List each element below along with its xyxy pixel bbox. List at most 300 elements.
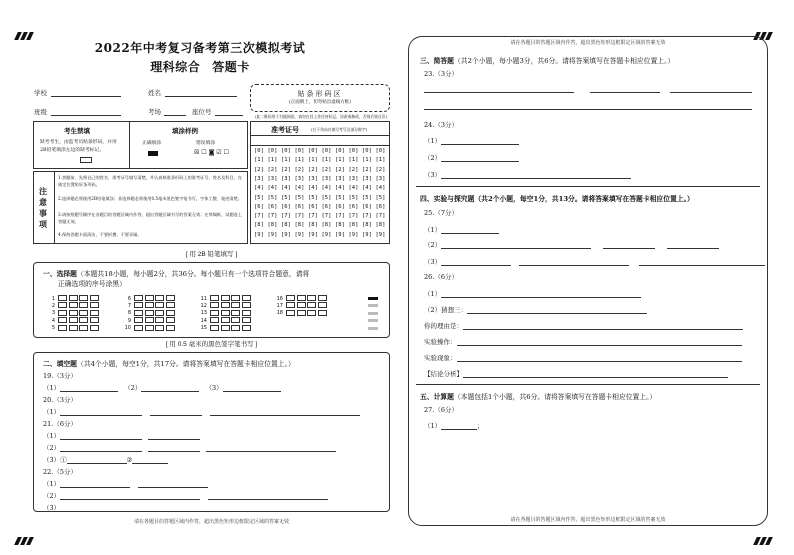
- q22-p2[interactable]: [43, 491, 328, 500]
- exam-digit-bubble[interactable]: [7]: [348, 213, 359, 220]
- exam-digit-bubble[interactable]: [3]: [281, 175, 291, 182]
- exam-digit-bubble[interactable]: [2]: [321, 166, 332, 173]
- choice-option-bubble[interactable]: [231, 302, 240, 308]
- choice-number: 4: [51, 317, 55, 324]
- exam-digit-bubble[interactable]: [9]: [294, 231, 305, 238]
- choice-option-bubble[interactable]: [134, 310, 143, 316]
- fill-title: 二、填空题: [43, 360, 77, 368]
- choice-option-bubble[interactable]: [134, 325, 143, 331]
- short-answer-title: 三、简答题: [420, 57, 454, 65]
- calc-note: （本题包括1个小题，共6分。请将答案填写在答题卡相应位置上。）: [453, 393, 657, 401]
- choice-option-bubble[interactable]: [297, 295, 306, 301]
- exam-digit-bubble[interactable]: [4]: [294, 185, 305, 192]
- notice-item-4: 4.保持答题卡面清洁，不要折叠、不要弄破。: [58, 232, 142, 237]
- choice-option-bubble[interactable]: [166, 325, 175, 331]
- choice-number: 16: [276, 295, 283, 302]
- choice-option-bubble[interactable]: [242, 295, 251, 301]
- exam-digit-bubble[interactable]: [7]: [335, 213, 345, 220]
- choice-option-bubble[interactable]: [307, 295, 316, 301]
- exam-number-box: [250, 121, 390, 244]
- exam-digit-bubble[interactable]: [5]: [281, 194, 291, 201]
- q26-operation[interactable]: [424, 337, 742, 346]
- q22-p2-label: （2）: [43, 492, 61, 500]
- exam-digit-bubble[interactable]: [3]: [267, 175, 278, 182]
- absent-mark[interactable]: [80, 157, 92, 163]
- choice-option-bubble[interactable]: [134, 317, 143, 323]
- exam-digit-bubble[interactable]: [0]: [254, 148, 264, 154]
- q25-label: 25.（7分）: [424, 209, 458, 217]
- q19-label: 19.（3分）: [43, 372, 77, 380]
- exam-digit-bubble[interactable]: [8]: [281, 222, 291, 229]
- choice-option-bubble[interactable]: [221, 317, 230, 323]
- choice-option-bubble[interactable]: [210, 302, 219, 308]
- exam-digit-bubble[interactable]: [6]: [281, 203, 291, 210]
- card-subtitle: [0, 58, 400, 75]
- exam-digit-bubble[interactable]: [6]: [335, 203, 345, 210]
- q21-c2: ②: [126, 456, 133, 464]
- choice-question-16[interactable]: [274, 295, 328, 302]
- choice-option-bubble[interactable]: [286, 295, 295, 301]
- choice-option-bubble[interactable]: [231, 310, 240, 316]
- q25-p1[interactable]: [424, 225, 499, 234]
- exam-digit-bubble[interactable]: [1]: [281, 157, 291, 164]
- seat-field[interactable]: [192, 107, 243, 116]
- exam-digit-bubble[interactable]: [7]: [254, 213, 264, 220]
- exam-digit-bubble[interactable]: [1]: [294, 157, 305, 164]
- choice-option-bubble[interactable]: [58, 325, 67, 331]
- exam-digit-bubble[interactable]: [8]: [321, 222, 332, 229]
- q25-p1-label: （1）: [424, 226, 442, 234]
- exam-digit-bubble[interactable]: [4]: [281, 185, 291, 192]
- choice-option-bubble[interactable]: [145, 325, 154, 331]
- exam-digit-bubble[interactable]: [1]: [321, 157, 332, 164]
- exam-digit-bubble[interactable]: [0]: [294, 148, 305, 154]
- exam-digit-bubble[interactable]: [0]: [267, 148, 278, 154]
- q21-p1-label: （1）: [43, 432, 61, 440]
- q26-p1-label: （1）: [424, 290, 442, 298]
- corner-mark-bl: [16, 530, 34, 536]
- subject-label: 理科综合: [150, 60, 201, 74]
- choice-option-bubble[interactable]: [155, 302, 164, 308]
- choice-question-6[interactable]: [122, 295, 176, 302]
- choice-option-bubble[interactable]: [242, 325, 251, 331]
- q19-answers[interactable]: [43, 383, 281, 392]
- choice-option-bubble[interactable]: [134, 302, 143, 308]
- choice-option-bubble[interactable]: [318, 295, 327, 301]
- choice-question-7[interactable]: [122, 302, 176, 309]
- choice-option-bubble[interactable]: [210, 317, 219, 323]
- choice-option-bubble[interactable]: [155, 310, 164, 316]
- exam-digit-bubble[interactable]: [2]: [294, 166, 305, 173]
- exam-digit-bubble[interactable]: [4]: [321, 185, 332, 192]
- notice-box: [33, 171, 248, 244]
- exam-digit-bubble[interactable]: [7]: [294, 213, 305, 220]
- pencil-bar: [ 用 2B 铅笔填写 ]: [185, 251, 238, 258]
- q24-p3[interactable]: [424, 170, 631, 179]
- exam-digit-bubble[interactable]: [2]: [362, 166, 372, 173]
- choice-option-bubble[interactable]: [221, 325, 230, 331]
- q19-p3: （3）: [205, 384, 223, 392]
- exam-digit-bubble[interactable]: [7]: [308, 213, 318, 220]
- q24-p1[interactable]: [424, 136, 519, 145]
- choice-option-bubble[interactable]: [90, 325, 99, 331]
- exam-digit-bubble[interactable]: [9]: [348, 231, 359, 238]
- q21-p1[interactable]: [43, 431, 200, 440]
- exam-digit-bubble[interactable]: [5]: [321, 194, 332, 201]
- choice-option-bubble[interactable]: [79, 317, 88, 323]
- exam-digit-bubble[interactable]: [2]: [281, 166, 291, 173]
- exam-digit-bubble[interactable]: [8]: [254, 222, 264, 229]
- choice-option-bubble[interactable]: [242, 317, 251, 323]
- exam-digit-bubble[interactable]: [9]: [308, 231, 318, 238]
- choice-option-bubble[interactable]: [221, 295, 230, 301]
- exam-digit-bubble[interactable]: [3]: [321, 175, 332, 182]
- exam-digit-bubble[interactable]: [8]: [294, 222, 305, 229]
- experiment-heading: [420, 193, 694, 203]
- exam-digit-bubble[interactable]: [2]: [267, 166, 278, 173]
- choice-option-bubble[interactable]: [145, 310, 154, 316]
- exam-digit-bubble[interactable]: [4]: [362, 185, 372, 192]
- school-field[interactable]: [34, 88, 121, 97]
- choice-option-bubble[interactable]: [69, 310, 78, 316]
- name-field[interactable]: [148, 88, 237, 97]
- exam-digit-bubble[interactable]: [9]: [321, 231, 332, 238]
- choice-option-bubble[interactable]: [155, 317, 164, 323]
- exam-digit-bubble[interactable]: [2]: [335, 166, 345, 173]
- exam-digit-bubble[interactable]: [5]: [294, 194, 305, 201]
- choice-option-bubble[interactable]: [90, 310, 99, 316]
- choice-option-bubble[interactable]: [307, 310, 316, 316]
- sample-correct-mark: [148, 151, 158, 156]
- exam-digit-bubble[interactable]: [1]: [362, 157, 372, 164]
- exam-digit-bubble[interactable]: [7]: [375, 213, 386, 220]
- choice-option-bubble[interactable]: [210, 295, 219, 301]
- q19-p2: （2）: [124, 384, 142, 392]
- exam-digit-bubble[interactable]: [9]: [281, 231, 291, 238]
- exam-digit-bubble[interactable]: [8]: [348, 222, 359, 229]
- exam-digit-bubble[interactable]: [8]: [362, 222, 372, 229]
- q20-answers[interactable]: [43, 407, 360, 416]
- choice-option-bubble[interactable]: [69, 317, 78, 323]
- exam-digit-bubble[interactable]: [5]: [254, 194, 264, 201]
- choice-option-bubble[interactable]: [145, 295, 154, 301]
- choice-number: 15: [200, 325, 207, 332]
- choice-option-bubble[interactable]: [145, 302, 154, 308]
- exam-digit-bubble[interactable]: [5]: [267, 194, 278, 201]
- exam-digit-bubble[interactable]: [3]: [362, 175, 372, 182]
- exam-digit-bubble[interactable]: [5]: [335, 194, 345, 201]
- notice-title: 注意事项: [39, 186, 47, 229]
- exam-digit-bubble[interactable]: [1]: [348, 157, 359, 164]
- sample-wrong-marks: ☒ ☐ ◙ ☑ ☐: [194, 149, 229, 156]
- q21-p2-label: （2）: [43, 444, 61, 452]
- q24-p2-label: （2）: [424, 154, 442, 162]
- exam-title: 2022年中考复习备考第三次模拟考试: [94, 41, 306, 55]
- exam-digit-bubble[interactable]: [2]: [308, 166, 318, 173]
- choice-option-bubble[interactable]: [166, 302, 175, 308]
- choice-option-bubble[interactable]: [79, 302, 88, 308]
- exam-digit-bubble[interactable]: [7]: [267, 213, 278, 220]
- q25-p2-label: （2）: [424, 241, 442, 249]
- choice-question-9[interactable]: [122, 317, 176, 324]
- exam-digit-bubble[interactable]: [7]: [321, 213, 332, 220]
- exam-digit-bubble[interactable]: [0]: [321, 148, 332, 154]
- sample-correct-label: 正确填涂: [142, 141, 162, 146]
- choice-question-18[interactable]: [274, 310, 328, 317]
- class-field[interactable]: [34, 107, 121, 116]
- exam-digit-bubble[interactable]: [1]: [308, 157, 318, 164]
- exam-digit-bubble[interactable]: [3]: [348, 175, 359, 182]
- q20-label: 20.（3分）: [43, 396, 77, 404]
- q21-label: 21.（6分）: [43, 420, 77, 428]
- exam-digit-bubble[interactable]: [5]: [375, 194, 386, 201]
- choice-option-bubble[interactable]: [90, 295, 99, 301]
- q21-c1: ①: [60, 456, 67, 464]
- calc-heading: [420, 391, 656, 401]
- q24-p3-label: （3）: [424, 171, 442, 179]
- choice-question-8[interactable]: [122, 310, 176, 317]
- choice-question-17[interactable]: [274, 302, 328, 309]
- notice-item-1: 1.答题前，先将自己的姓名、准考证号填写清楚，并认真核准条形码上的准考证号、姓名及科目，在规定位置贴好条形码。: [58, 175, 243, 187]
- exam-digit-bubble[interactable]: [3]: [375, 175, 386, 182]
- exam-digit-bubble[interactable]: [6]: [254, 203, 264, 210]
- card-label: 答题卡: [212, 60, 250, 74]
- exam-digit-bubble[interactable]: [1]: [375, 157, 386, 164]
- notice-item-2: 2.选择题必须使用2B铅笔填涂；非选择题必须使用0.5毫米黑色签字笔书写，字体工整、笔迹清楚。: [58, 196, 242, 201]
- exam-digit-bubble[interactable]: [0]: [335, 148, 345, 154]
- exam-number-label: 准考证号: [271, 125, 299, 134]
- choice-option-bubble[interactable]: [210, 310, 219, 316]
- exam-digit-bubble[interactable]: [1]: [267, 157, 278, 164]
- q26-conclusion[interactable]: [424, 369, 728, 378]
- choice-section: [33, 262, 390, 338]
- exam-digit-bubble[interactable]: [9]: [254, 231, 264, 238]
- exam-digit-bubble[interactable]: [0]: [308, 148, 318, 154]
- choice-option-bubble[interactable]: [155, 295, 164, 301]
- exam-digit-bubble[interactable]: [9]: [362, 231, 372, 238]
- q26-guess[interactable]: [424, 305, 647, 314]
- exam-digit-bubble[interactable]: [8]: [335, 222, 345, 229]
- rules-text-1: 缺考考生，由监考员贴条形码，并用: [40, 140, 117, 145]
- choice-option-bubble[interactable]: [155, 325, 164, 331]
- exam-digit-bubble[interactable]: [6]: [321, 203, 332, 210]
- choice-option-bubble[interactable]: [58, 295, 67, 301]
- choice-option-bubble[interactable]: [69, 302, 78, 308]
- choice-question-11[interactable]: [198, 295, 252, 302]
- choice-option-bubble[interactable]: [58, 317, 67, 323]
- q23-line-1[interactable]: [424, 92, 574, 93]
- choice-option-bubble[interactable]: [297, 310, 306, 316]
- exam-digit-bubble[interactable]: [8]: [375, 222, 386, 229]
- exam-digit-bubble[interactable]: [3]: [254, 175, 264, 182]
- choice-option-bubble[interactable]: [231, 317, 240, 323]
- q25-p3[interactable]: [424, 257, 765, 266]
- sample-wrong-label: 错误填涂: [196, 141, 216, 146]
- choice-number: 7: [127, 302, 131, 309]
- exam-digit-bubble[interactable]: [4]: [308, 185, 318, 192]
- choice-question-12[interactable]: [198, 302, 252, 309]
- q26-p1[interactable]: [424, 289, 641, 298]
- choice-note: （本题共18小题，每小题2分，共36分。每小题只有一个选项符合题意，请将: [76, 270, 310, 278]
- notice-item-3: 3.请按照题号顺序在各题目的答题区域内作答，超出答题区域书写的答案无效；在草稿纸、试题卷上答题无效。: [58, 212, 243, 224]
- corner-mark-br: [755, 530, 773, 536]
- exam-digit-bubble[interactable]: [6]: [362, 203, 372, 210]
- choice-option-bubble[interactable]: [58, 310, 67, 316]
- exam-digit-bubble[interactable]: [6]: [348, 203, 359, 210]
- choice-number: 18: [276, 310, 283, 317]
- exam-digit-bubble[interactable]: [1]: [254, 157, 264, 164]
- exam-digit-bubble[interactable]: [7]: [281, 213, 291, 220]
- choice-option-bubble[interactable]: [58, 302, 67, 308]
- timing-mark: [368, 304, 378, 307]
- q22-p1[interactable]: [43, 479, 208, 488]
- q22-label: 22.（5分）: [43, 468, 77, 476]
- choice-option-bubble[interactable]: [231, 325, 240, 331]
- exam-digit-bubble[interactable]: [0]: [375, 148, 386, 154]
- choice-option-bubble[interactable]: [166, 295, 175, 301]
- choice-option-bubble[interactable]: [286, 310, 295, 316]
- choice-option-bubble[interactable]: [286, 302, 295, 308]
- exam-digit-bubble[interactable]: [4]: [267, 185, 278, 192]
- exam-digit-bubble[interactable]: [8]: [308, 222, 318, 229]
- choice-option-bubble[interactable]: [297, 302, 306, 308]
- exam-digit-bubble[interactable]: [2]: [348, 166, 359, 173]
- exam-digit-bubble[interactable]: [8]: [267, 222, 278, 229]
- q23-line-2[interactable]: [590, 92, 660, 93]
- q21-p2[interactable]: [43, 443, 336, 452]
- q22-p3[interactable]: [43, 503, 330, 512]
- rules-box: [33, 121, 248, 169]
- exam-digit-bubble[interactable]: [6]: [294, 203, 305, 210]
- q23-line-3[interactable]: [670, 92, 752, 93]
- q26-label: 26.（6分）: [424, 273, 458, 281]
- choice-option-bubble[interactable]: [90, 302, 99, 308]
- exam-digit-bubble[interactable]: [9]: [335, 231, 345, 238]
- q26-reason-label: 你的理由是：: [424, 322, 463, 330]
- choice-question-4[interactable]: [46, 317, 100, 324]
- q26-reason[interactable]: [424, 321, 743, 330]
- q26-operation-label: 实验操作：: [424, 338, 457, 346]
- choice-number: 6: [127, 295, 131, 302]
- exam-digit-bubble[interactable]: [5]: [308, 194, 318, 201]
- exam-digit-bubble[interactable]: [4]: [348, 185, 359, 192]
- sample-title: 填涂样例: [172, 127, 198, 135]
- q26-phenomenon[interactable]: [424, 353, 742, 362]
- choice-option-bubble[interactable]: [318, 302, 327, 308]
- choice-option-bubble[interactable]: [210, 325, 219, 331]
- exam-digit-bubble[interactable]: [0]: [362, 148, 372, 154]
- exam-digit-bubble[interactable]: [9]: [375, 231, 386, 238]
- corner-mark-tl: [16, 25, 34, 31]
- exam-digit-bubble[interactable]: [9]: [267, 231, 278, 238]
- q27-p1[interactable]: [424, 421, 484, 430]
- exam-digit-bubble[interactable]: [0]: [281, 148, 291, 154]
- choice-question-3[interactable]: [46, 310, 100, 317]
- choice-question-10[interactable]: [122, 325, 176, 332]
- exam-digit-bubble[interactable]: [5]: [362, 194, 372, 201]
- choice-option-bubble[interactable]: [69, 295, 78, 301]
- exam-digit-bubble[interactable]: [2]: [375, 166, 386, 173]
- right-header-note: 请在各题目的答题区域内作答，超出黑色矩形边框限定区域的答案无效: [510, 40, 666, 46]
- choice-question-13[interactable]: [198, 310, 252, 317]
- q26-guess-label: （2）猜想三：: [424, 306, 468, 314]
- choice-option-bubble[interactable]: [166, 310, 175, 316]
- exam-digit-bubble[interactable]: [3]: [308, 175, 318, 182]
- exam-room-field[interactable]: [148, 107, 186, 116]
- q24-p1-label: （1）: [424, 137, 442, 145]
- q25-p2[interactable]: [424, 240, 719, 249]
- choice-option-bubble[interactable]: [134, 295, 143, 301]
- choice-option-bubble[interactable]: [307, 302, 316, 308]
- choice-option-bubble[interactable]: [90, 317, 99, 323]
- choice-option-bubble[interactable]: [242, 302, 251, 308]
- choice-option-bubble[interactable]: [242, 310, 251, 316]
- choice-number: 3: [51, 310, 55, 317]
- exam-digit-bubble[interactable]: [4]: [335, 185, 345, 192]
- q21-p3-label: （3）: [43, 456, 61, 464]
- q19-p1: （1）: [43, 384, 61, 392]
- choice-option-bubble[interactable]: [318, 310, 327, 316]
- exam-digit-bubble[interactable]: [3]: [294, 175, 305, 182]
- exam-digit-bubble[interactable]: [6]: [267, 203, 278, 210]
- exam-digit-bubble[interactable]: [4]: [254, 185, 264, 192]
- q23-line-4[interactable]: [424, 109, 752, 110]
- q21-p3[interactable]: [43, 455, 168, 464]
- choice-question-5[interactable]: [46, 325, 100, 332]
- timing-mark: [368, 327, 378, 330]
- choice-option-bubble[interactable]: [166, 317, 175, 323]
- fill-heading: [43, 358, 295, 368]
- exam-digit-bubble[interactable]: [2]: [254, 166, 264, 173]
- choice-question-2[interactable]: [46, 302, 100, 309]
- rules-text-2: 2B铅笔填涂左边的缺考标记。: [40, 148, 105, 153]
- q27-label: 27.（6分）: [424, 406, 458, 414]
- choice-number: 14: [200, 317, 207, 324]
- choice-number: 17: [276, 302, 283, 309]
- school-label: 学校: [34, 89, 47, 97]
- fill-note: （共4个小题，每空1分，共17分。请将答案填写在答题卡相应位置上。）: [76, 360, 295, 368]
- exam-digit-bubble[interactable]: [7]: [362, 213, 372, 220]
- q24-p2[interactable]: [424, 153, 519, 162]
- exam-digit-bubble[interactable]: [6]: [375, 203, 386, 210]
- choice-option-bubble[interactable]: [221, 302, 230, 308]
- exam-digit-bubble[interactable]: [0]: [348, 148, 359, 154]
- choice-question-1[interactable]: [46, 295, 100, 302]
- choice-option-bubble[interactable]: [69, 325, 78, 331]
- choice-option-bubble[interactable]: [79, 295, 88, 301]
- experiment-note: （共2个小题，每空1分，共13分。请将答案填写在答题卡相应位置上。）: [474, 195, 694, 203]
- choice-question-15[interactable]: [198, 325, 252, 332]
- short-answer-note: （共2个小题，每小题3分，共6分。请将答案填写在答题卡相应位置上。）: [453, 57, 675, 65]
- choice-option-bubble[interactable]: [221, 310, 230, 316]
- choice-option-bubble[interactable]: [79, 310, 88, 316]
- exam-digit-bubble[interactable]: [6]: [308, 203, 318, 210]
- choice-option-bubble[interactable]: [145, 317, 154, 323]
- exam-digit-bubble[interactable]: [4]: [375, 185, 386, 192]
- exam-digit-bubble[interactable]: [3]: [335, 175, 345, 182]
- divider-4-5: [416, 384, 760, 385]
- class-label: 班级: [34, 108, 47, 116]
- q26-phenomenon-label: 实验现象：: [424, 354, 457, 362]
- choice-option-bubble[interactable]: [231, 295, 240, 301]
- q27-semicolon: ；: [477, 422, 484, 430]
- exam-digit-bubble[interactable]: [5]: [348, 194, 359, 201]
- choice-question-14[interactable]: [198, 317, 252, 324]
- choice-number: 9: [127, 317, 131, 324]
- choice-option-bubble[interactable]: [79, 325, 88, 331]
- exam-digit-bubble[interactable]: [1]: [335, 157, 345, 164]
- q23-label: 23.（3分）: [424, 70, 458, 78]
